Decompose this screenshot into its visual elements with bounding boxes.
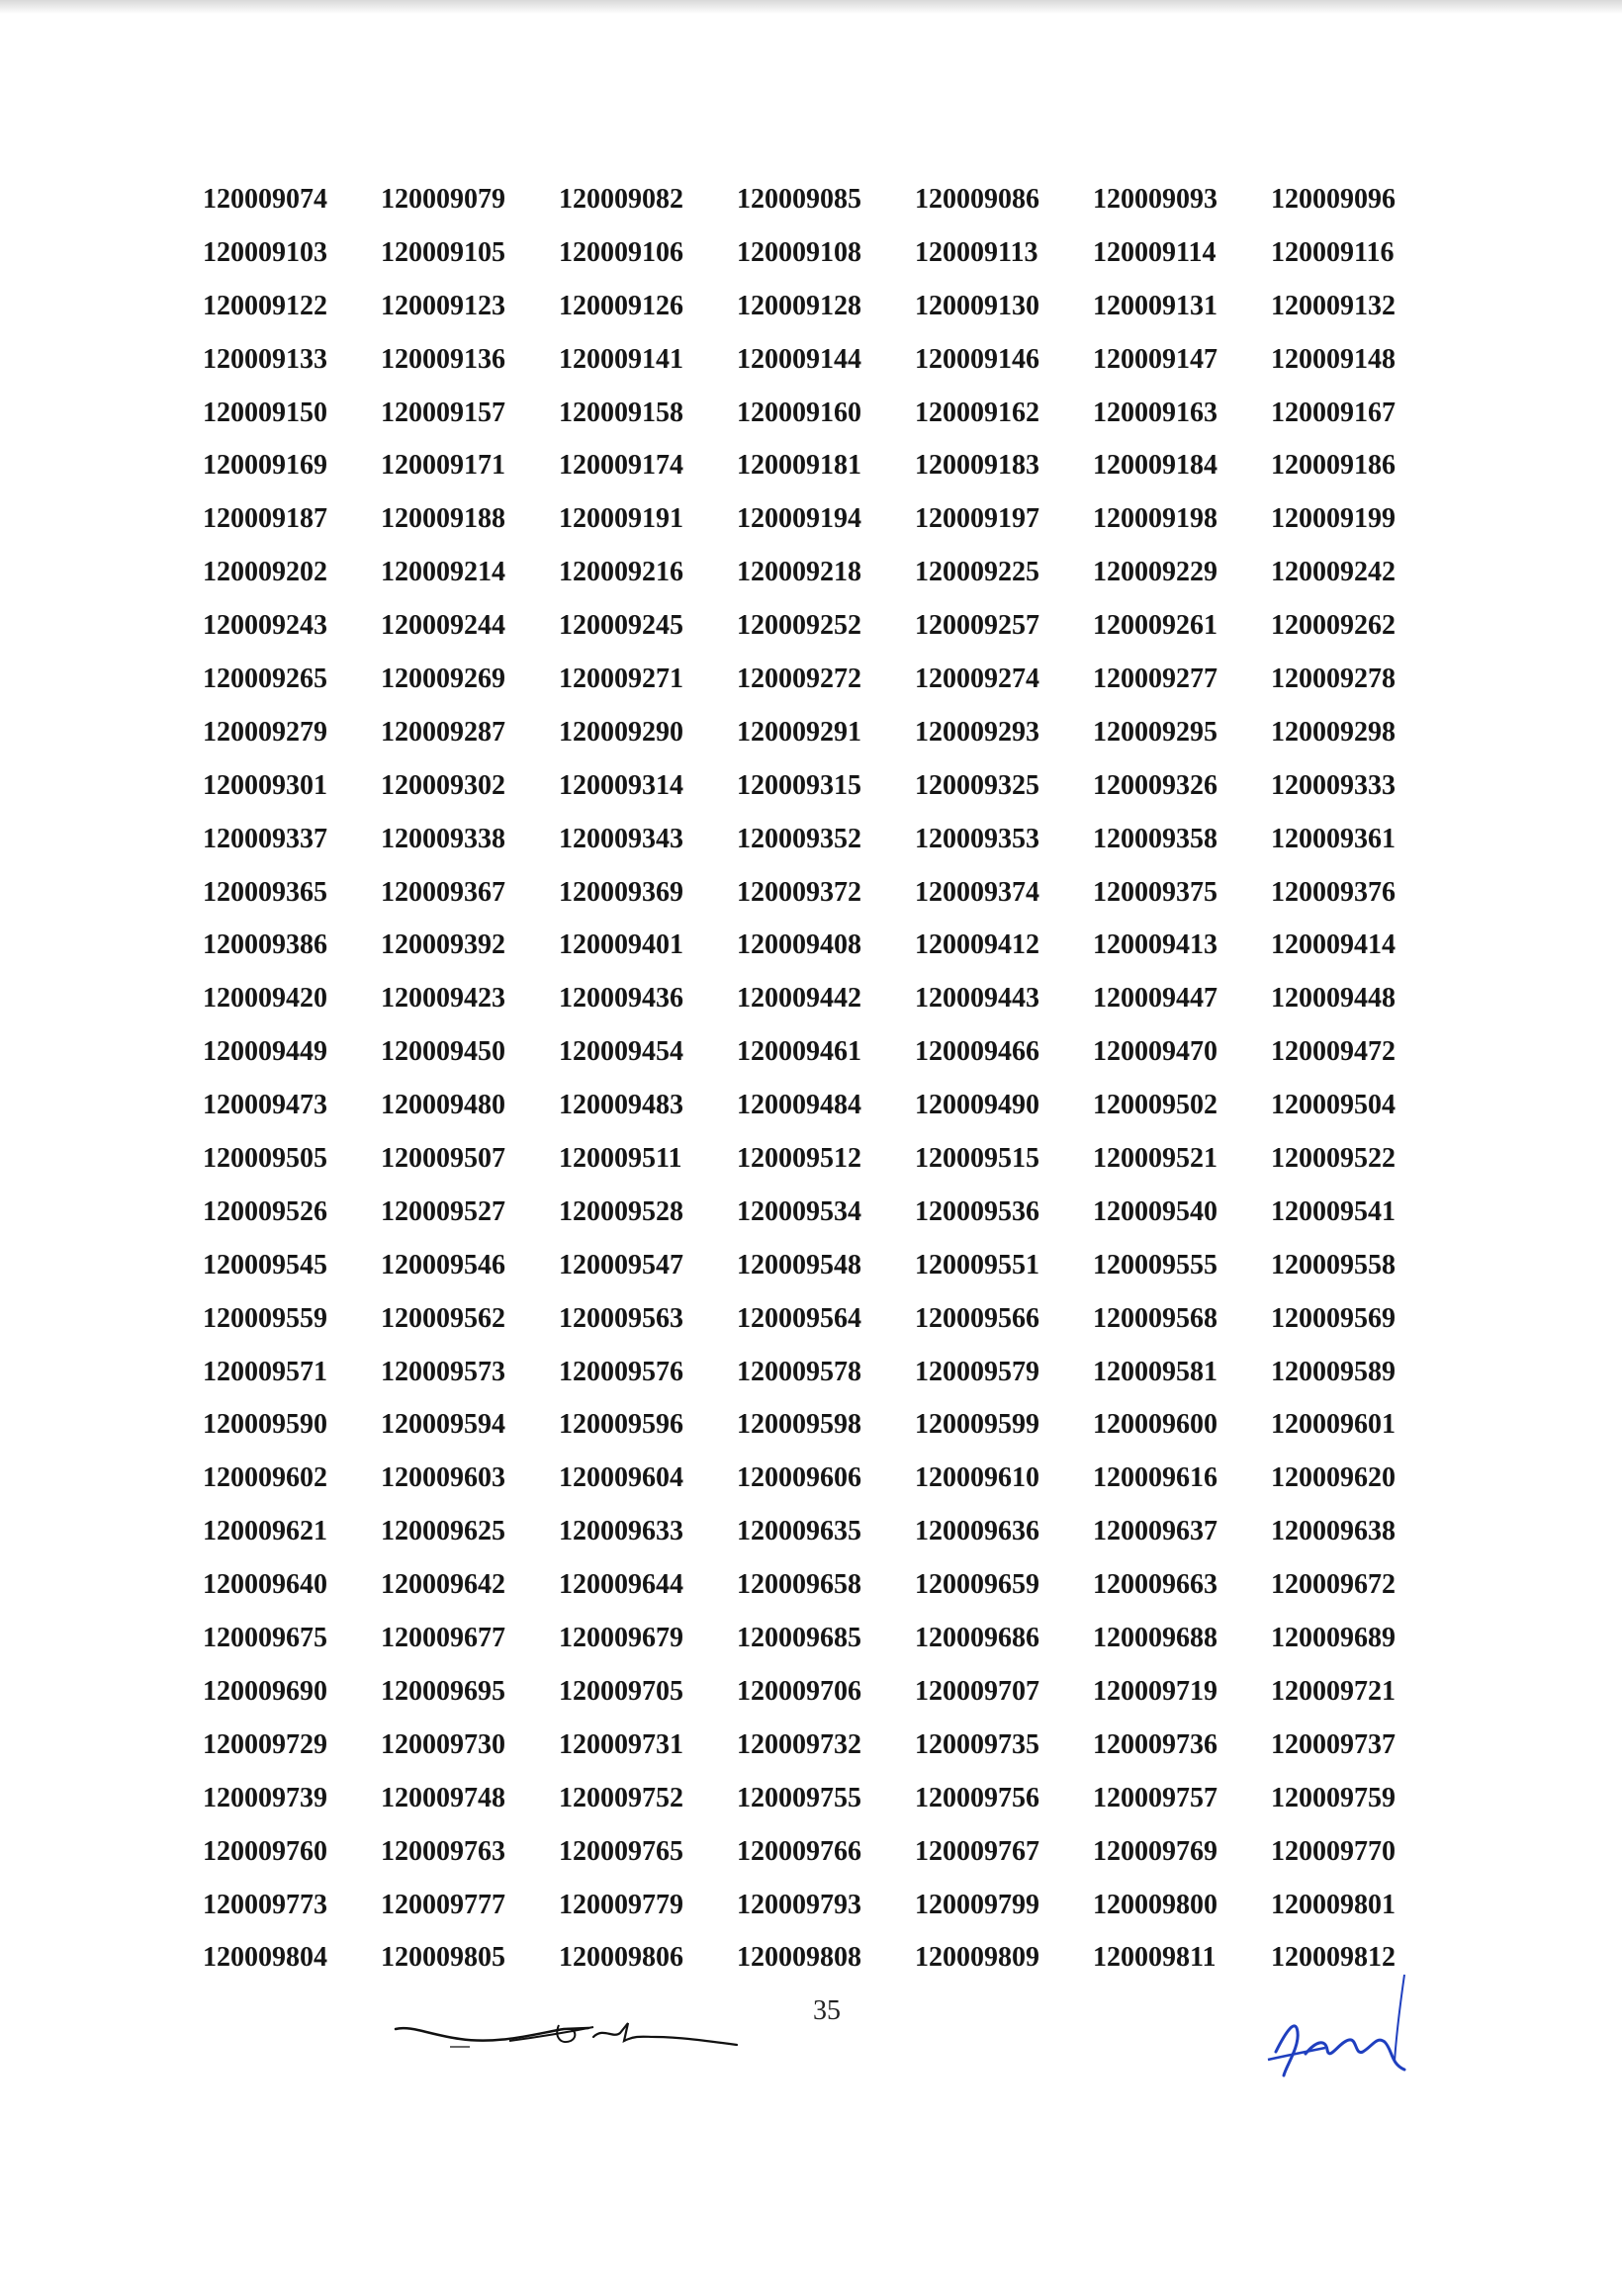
roll-number: 120009604 <box>559 1462 683 1494</box>
roll-number: 120009392 <box>381 929 505 961</box>
page-top-shadow <box>0 0 1622 14</box>
roll-number: 120009811 <box>1093 1942 1216 1974</box>
roll-number: 120009721 <box>1271 1675 1396 1707</box>
roll-number: 120009480 <box>381 1090 505 1121</box>
roll-number: 120009326 <box>1093 769 1217 801</box>
roll-number: 120009559 <box>203 1302 327 1334</box>
roll-number: 120009658 <box>737 1569 861 1601</box>
roll-number: 120009106 <box>559 236 683 268</box>
roll-number: 120009620 <box>1271 1462 1396 1494</box>
roll-number: 120009454 <box>559 1036 683 1068</box>
roll-number: 120009449 <box>203 1036 327 1068</box>
roll-number: 120009365 <box>203 876 327 908</box>
roll-number: 120009353 <box>915 823 1039 854</box>
roll-number: 120009262 <box>1271 610 1396 642</box>
roll-number: 120009576 <box>559 1356 683 1387</box>
roll-number: 120009128 <box>737 290 861 321</box>
roll-number: 120009302 <box>381 769 505 801</box>
roll-number: 120009759 <box>1271 1782 1396 1813</box>
roll-number: 120009675 <box>203 1623 327 1654</box>
roll-number: 120009705 <box>559 1675 683 1707</box>
roll-number: 120009116 <box>1271 236 1395 268</box>
roll-number: 120009367 <box>381 876 505 908</box>
roll-number: 120009470 <box>1093 1036 1217 1068</box>
roll-number: 120009141 <box>559 343 683 375</box>
roll-number: 120009157 <box>381 397 505 428</box>
roll-number: 120009443 <box>915 983 1039 1015</box>
roll-number: 120009337 <box>203 823 327 854</box>
roll-number: 120009181 <box>737 450 861 482</box>
roll-number: 120009315 <box>737 769 861 801</box>
roll-number: 120009386 <box>203 929 327 961</box>
roll-number: 120009566 <box>915 1302 1039 1334</box>
roll-number: 120009274 <box>915 663 1039 695</box>
roll-number: 120009198 <box>1093 503 1217 535</box>
roll-number: 120009374 <box>915 876 1039 908</box>
roll-number: 120009564 <box>737 1302 861 1334</box>
roll-number: 120009257 <box>915 610 1039 642</box>
roll-number: 120009113 <box>915 236 1038 268</box>
roll-number: 120009737 <box>1271 1728 1396 1760</box>
roll-number: 120009581 <box>1093 1356 1217 1387</box>
left-signature <box>391 2007 747 2067</box>
roll-number: 120009293 <box>915 716 1039 748</box>
roll-number: 120009490 <box>915 1090 1039 1121</box>
roll-number: 120009414 <box>1271 929 1396 961</box>
roll-number: 120009163 <box>1093 397 1217 428</box>
roll-number: 120009522 <box>1271 1143 1396 1175</box>
roll-number: 120009423 <box>381 983 505 1015</box>
page-number: 35 <box>813 1995 841 2026</box>
roll-number: 120009541 <box>1271 1195 1396 1227</box>
roll-number: 120009150 <box>203 397 327 428</box>
roll-number: 120009685 <box>737 1623 861 1654</box>
roll-number: 120009408 <box>737 929 861 961</box>
roll-number: 120009755 <box>737 1782 861 1813</box>
roll-number: 120009265 <box>203 663 327 695</box>
roll-number: 120009707 <box>915 1675 1039 1707</box>
roll-number: 120009606 <box>737 1462 861 1494</box>
roll-number: 120009719 <box>1093 1675 1217 1707</box>
roll-number: 120009298 <box>1271 716 1396 748</box>
roll-number: 120009169 <box>203 450 327 482</box>
roll-number: 120009528 <box>559 1195 683 1227</box>
roll-number: 120009093 <box>1093 184 1217 215</box>
roll-number: 120009756 <box>915 1782 1039 1813</box>
roll-number: 120009688 <box>1093 1623 1217 1654</box>
roll-number: 120009515 <box>915 1143 1039 1175</box>
roll-number: 120009663 <box>1093 1569 1217 1601</box>
roll-number: 120009245 <box>559 610 683 642</box>
roll-number: 120009188 <box>381 503 505 535</box>
roll-number-grid <box>203 173 1434 1985</box>
roll-number: 120009555 <box>1093 1249 1217 1280</box>
roll-number: 120009132 <box>1271 290 1396 321</box>
roll-number: 120009447 <box>1093 983 1217 1015</box>
roll-number: 120009147 <box>1093 343 1217 375</box>
roll-number: 120009731 <box>559 1728 683 1760</box>
roll-number: 120009706 <box>737 1675 861 1707</box>
roll-number: 120009638 <box>1271 1516 1396 1547</box>
roll-number: 120009748 <box>381 1782 505 1813</box>
roll-number: 120009160 <box>737 397 861 428</box>
roll-number: 120009511 <box>559 1143 682 1175</box>
roll-number: 120009096 <box>1271 184 1396 215</box>
roll-number: 120009484 <box>737 1090 861 1121</box>
roll-number: 120009573 <box>381 1356 505 1387</box>
roll-number: 120009527 <box>381 1195 505 1227</box>
roll-number: 120009672 <box>1271 1569 1396 1601</box>
roll-number: 120009413 <box>1093 929 1217 961</box>
roll-number: 120009130 <box>915 290 1039 321</box>
roll-number: 120009526 <box>203 1195 327 1227</box>
roll-number: 120009338 <box>381 823 505 854</box>
roll-number: 120009461 <box>737 1036 861 1068</box>
roll-number: 120009450 <box>381 1036 505 1068</box>
roll-number: 120009765 <box>559 1835 683 1867</box>
roll-number: 120009375 <box>1093 876 1217 908</box>
roll-number: 120009534 <box>737 1195 861 1227</box>
roll-number: 120009086 <box>915 184 1039 215</box>
roll-number: 120009635 <box>737 1516 861 1547</box>
roll-number: 120009736 <box>1093 1728 1217 1760</box>
roll-number: 120009376 <box>1271 876 1396 908</box>
roll-number: 120009103 <box>203 236 327 268</box>
roll-number: 120009769 <box>1093 1835 1217 1867</box>
roll-number: 120009757 <box>1093 1782 1217 1813</box>
roll-number: 120009562 <box>381 1302 505 1334</box>
roll-number: 120009568 <box>1093 1302 1217 1334</box>
roll-number: 120009625 <box>381 1516 505 1547</box>
roll-number: 120009126 <box>559 290 683 321</box>
roll-number: 120009372 <box>737 876 861 908</box>
roll-number: 120009601 <box>1271 1409 1396 1441</box>
roll-number: 120009610 <box>915 1462 1039 1494</box>
roll-number: 120009420 <box>203 983 327 1015</box>
roll-number: 120009136 <box>381 343 505 375</box>
roll-number: 120009808 <box>737 1942 861 1974</box>
roll-number: 120009466 <box>915 1036 1039 1068</box>
roll-number: 120009594 <box>381 1409 505 1441</box>
roll-number: 120009812 <box>1271 1942 1396 1974</box>
roll-number: 120009146 <box>915 343 1039 375</box>
roll-number: 120009521 <box>1093 1143 1217 1175</box>
roll-number: 120009314 <box>559 769 683 801</box>
roll-number: 120009695 <box>381 1675 505 1707</box>
roll-number: 120009540 <box>1093 1195 1217 1227</box>
roll-number: 120009144 <box>737 343 861 375</box>
roll-number: 120009596 <box>559 1409 683 1441</box>
roll-number: 120009131 <box>1093 290 1217 321</box>
roll-number: 120009412 <box>915 929 1039 961</box>
roll-number: 120009229 <box>1093 557 1217 588</box>
roll-number: 120009507 <box>381 1143 505 1175</box>
roll-number: 120009801 <box>1271 1889 1396 1920</box>
roll-number: 120009272 <box>737 663 861 695</box>
roll-number: 120009483 <box>559 1090 683 1121</box>
roll-number: 120009191 <box>559 503 683 535</box>
roll-number: 120009777 <box>381 1889 505 1920</box>
roll-number: 120009271 <box>559 663 683 695</box>
roll-number: 120009547 <box>559 1249 683 1280</box>
roll-number: 120009197 <box>915 503 1039 535</box>
roll-number: 120009729 <box>203 1728 327 1760</box>
right-signature <box>1266 1973 1424 2081</box>
roll-number: 120009085 <box>737 184 861 215</box>
roll-number: 120009290 <box>559 716 683 748</box>
roll-number: 120009569 <box>1271 1302 1396 1334</box>
roll-number: 120009074 <box>203 184 327 215</box>
roll-number: 120009361 <box>1271 823 1396 854</box>
roll-number: 120009171 <box>381 450 505 482</box>
roll-number: 120009442 <box>737 983 861 1015</box>
roll-number: 120009804 <box>203 1942 327 1974</box>
roll-number: 120009122 <box>203 290 327 321</box>
roll-number: 120009551 <box>915 1249 1039 1280</box>
roll-number: 120009108 <box>737 236 861 268</box>
roll-number: 120009194 <box>737 503 861 535</box>
roll-number: 120009162 <box>915 397 1039 428</box>
roll-number: 120009186 <box>1271 450 1396 482</box>
roll-number: 120009448 <box>1271 983 1396 1015</box>
roll-number: 120009766 <box>737 1835 861 1867</box>
roll-number: 120009082 <box>559 184 683 215</box>
roll-number: 120009793 <box>737 1889 861 1920</box>
roll-number: 120009563 <box>559 1302 683 1334</box>
roll-number: 120009325 <box>915 769 1039 801</box>
roll-number: 120009279 <box>203 716 327 748</box>
roll-number: 120009358 <box>1093 823 1217 854</box>
roll-number: 120009545 <box>203 1249 327 1280</box>
roll-number: 120009739 <box>203 1782 327 1813</box>
roll-number: 120009243 <box>203 610 327 642</box>
roll-number: 120009633 <box>559 1516 683 1547</box>
roll-number: 120009677 <box>381 1623 505 1654</box>
roll-number: 120009252 <box>737 610 861 642</box>
roll-number: 120009343 <box>559 823 683 854</box>
roll-number: 120009114 <box>1093 236 1216 268</box>
roll-number: 120009202 <box>203 557 327 588</box>
roll-number: 120009735 <box>915 1728 1039 1760</box>
roll-number: 120009167 <box>1271 397 1396 428</box>
roll-number: 120009244 <box>381 610 505 642</box>
roll-number: 120009502 <box>1093 1090 1217 1121</box>
roll-number: 120009770 <box>1271 1835 1396 1867</box>
roll-number: 120009184 <box>1093 450 1217 482</box>
roll-number: 120009805 <box>381 1942 505 1974</box>
roll-number: 120009512 <box>737 1143 861 1175</box>
roll-number: 120009199 <box>1271 503 1396 535</box>
roll-number: 120009640 <box>203 1569 327 1601</box>
roll-number: 120009767 <box>915 1835 1039 1867</box>
roll-number: 120009571 <box>203 1356 327 1387</box>
roll-number: 120009602 <box>203 1462 327 1494</box>
roll-number: 120009546 <box>381 1249 505 1280</box>
roll-number: 120009291 <box>737 716 861 748</box>
roll-number: 120009505 <box>203 1143 327 1175</box>
roll-number: 120009599 <box>915 1409 1039 1441</box>
roll-number: 120009621 <box>203 1516 327 1547</box>
roll-number: 120009578 <box>737 1356 861 1387</box>
roll-number: 120009659 <box>915 1569 1039 1601</box>
roll-number: 120009730 <box>381 1728 505 1760</box>
roll-number: 120009642 <box>381 1569 505 1601</box>
roll-number: 120009123 <box>381 290 505 321</box>
roll-number: 120009174 <box>559 450 683 482</box>
roll-number: 120009760 <box>203 1835 327 1867</box>
roll-number: 120009752 <box>559 1782 683 1813</box>
roll-number: 120009216 <box>559 557 683 588</box>
roll-number: 120009277 <box>1093 663 1217 695</box>
roll-number: 120009436 <box>559 983 683 1015</box>
roll-number: 120009558 <box>1271 1249 1396 1280</box>
roll-number: 120009295 <box>1093 716 1217 748</box>
roll-number: 120009637 <box>1093 1516 1217 1547</box>
roll-number: 120009187 <box>203 503 327 535</box>
roll-number: 120009536 <box>915 1195 1039 1227</box>
roll-number: 120009806 <box>559 1942 683 1974</box>
roll-number: 120009473 <box>203 1090 327 1121</box>
roll-number: 120009686 <box>915 1623 1039 1654</box>
roll-number: 120009548 <box>737 1249 861 1280</box>
roll-number: 120009603 <box>381 1462 505 1494</box>
roll-number: 120009809 <box>915 1942 1039 1974</box>
roll-number: 120009333 <box>1271 769 1396 801</box>
roll-number: 120009369 <box>559 876 683 908</box>
roll-number: 120009589 <box>1271 1356 1396 1387</box>
roll-number: 120009105 <box>381 236 505 268</box>
roll-number: 120009600 <box>1093 1409 1217 1441</box>
roll-number: 120009644 <box>559 1569 683 1601</box>
roll-number: 120009242 <box>1271 557 1396 588</box>
roll-number: 120009225 <box>915 557 1039 588</box>
roll-number: 120009401 <box>559 929 683 961</box>
roll-number: 120009278 <box>1271 663 1396 695</box>
roll-number: 120009779 <box>559 1889 683 1920</box>
roll-number: 120009616 <box>1093 1462 1217 1494</box>
roll-number: 120009598 <box>737 1409 861 1441</box>
roll-number: 120009763 <box>381 1835 505 1867</box>
roll-number: 120009218 <box>737 557 861 588</box>
roll-number: 120009679 <box>559 1623 683 1654</box>
roll-number: 120009183 <box>915 450 1039 482</box>
roll-number: 120009287 <box>381 716 505 748</box>
roll-number: 120009148 <box>1271 343 1396 375</box>
roll-number: 120009732 <box>737 1728 861 1760</box>
roll-number: 120009636 <box>915 1516 1039 1547</box>
roll-number: 120009133 <box>203 343 327 375</box>
roll-number: 120009352 <box>737 823 861 854</box>
roll-number: 120009472 <box>1271 1036 1396 1068</box>
roll-number: 120009689 <box>1271 1623 1396 1654</box>
roll-number: 120009269 <box>381 663 505 695</box>
roll-number: 120009158 <box>559 397 683 428</box>
roll-number: 120009301 <box>203 769 327 801</box>
roll-number: 120009261 <box>1093 610 1217 642</box>
roll-number: 120009773 <box>203 1889 327 1920</box>
roll-number: 120009504 <box>1271 1090 1396 1121</box>
roll-number: 120009800 <box>1093 1889 1217 1920</box>
roll-number: 120009799 <box>915 1889 1039 1920</box>
roll-number: 120009690 <box>203 1675 327 1707</box>
roll-number: 120009590 <box>203 1409 327 1441</box>
roll-number: 120009579 <box>915 1356 1039 1387</box>
roll-number: 120009214 <box>381 557 505 588</box>
roll-number: 120009079 <box>381 184 505 215</box>
